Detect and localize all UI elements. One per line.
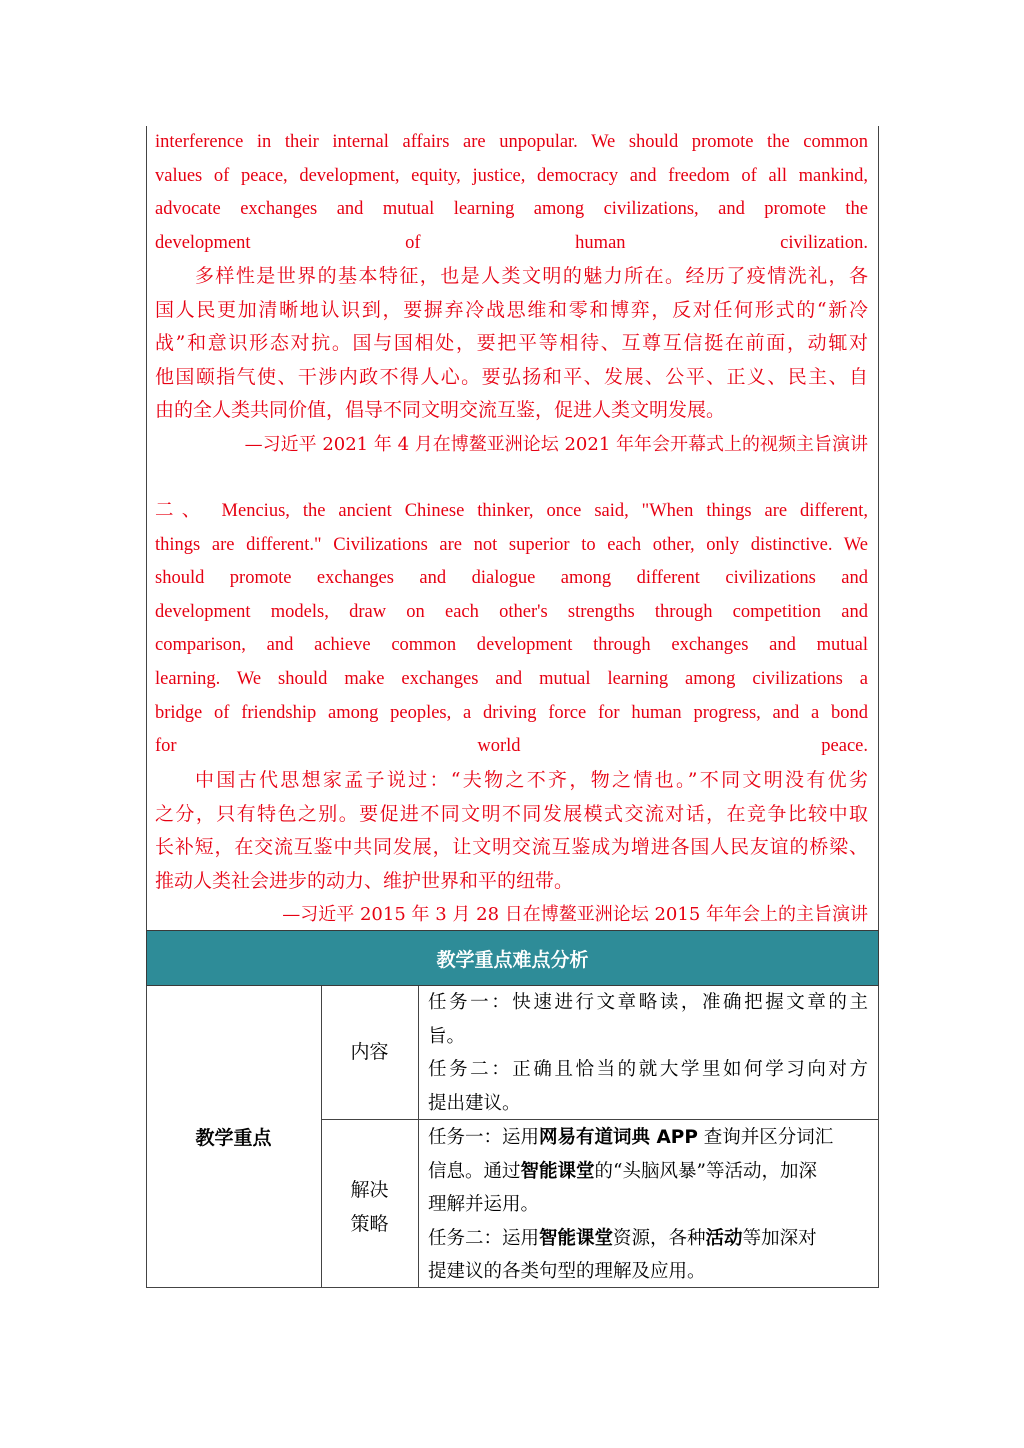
table-divider (418, 986, 419, 1288)
content-line: 任务二：正确且恰当的就大学里如何学习向对方 (428, 1059, 868, 1081)
quote2-en-line: things are different." Civilizations are not superior to each other, only distinctive. We (155, 534, 868, 555)
strategy-text: 信息。通过 (428, 1160, 521, 1182)
strategy-line (428, 1155, 868, 1189)
quote2-zh-line: 推动人类社会进步的动力、维护世界和平的纽带。 (155, 869, 574, 892)
strategy-text: 的“头脑风暴”等活动，加深 (594, 1160, 817, 1182)
quote2-english (155, 495, 868, 764)
quote1-en-line: values of peace, development, equity, justice, democracy and freedom of all mankind, (155, 165, 868, 186)
quote2-source: —习近平 2015 年 3 月 28 日在博鳌亚洲论坛 2015 年年会上的主旨演讲 (282, 904, 868, 925)
quote2-en-line: bridge of friendship among peoples, a driving force for human progress, and a bond (155, 702, 868, 723)
quote2-zh-line: 中国古代思想家孟子说过：“夫物之不齐，物之情也。”不同文明没有优劣 (195, 769, 868, 791)
strategy-text: 等加深对 (742, 1227, 817, 1249)
strategy-text: 任务一：运用 (428, 1127, 540, 1148)
strategy-label (321, 1173, 418, 1241)
strategy-highlight: 网易有道词典 APP (539, 1127, 698, 1148)
quote1-zh-line: 多样性是世界的基本特征，也是人类文明的魅力所在。经历了疫情洗礼，各 (195, 265, 868, 287)
strategy-text: 查询并区分词汇 (697, 1127, 834, 1148)
strategy-cell (428, 1121, 868, 1289)
quote1-chinese (155, 260, 868, 428)
quote1-en-line: advocate exchanges and mutual learning among civilizations, and promote the (155, 199, 868, 220)
content-cell (428, 986, 868, 1120)
row-label-key-points: 教学重点 (195, 1127, 272, 1149)
quote2-chinese (155, 764, 868, 898)
quote1-en-line: interference in their internal affairs are unpopular. We should promote the common (155, 132, 868, 152)
strategy-text: 任务二：运用 (428, 1227, 540, 1249)
content-label: 内容 (350, 1041, 389, 1063)
quote2-zh-line: 长补短，在交流互鉴中共同发展，让文明交流互鉴成为增进各国人民友谊的桥梁、 (155, 836, 868, 859)
strategy-line: 理解并运用。 (428, 1194, 540, 1216)
quote2-en-line: for world peace. (155, 736, 868, 757)
quote1-en-line: development of human civilization. (155, 232, 868, 253)
quote1-english (155, 126, 868, 260)
quote2-en-line: 二、 Mencius, the ancient Chinese thinker, once said, "When things are different, (155, 501, 868, 521)
strategy-label-line: 解决 (350, 1179, 389, 1201)
quote1-zh-line: 由的全人类共同价值，倡导不同文明交流互鉴，促进人类文明发展。 (155, 399, 726, 422)
strategy-highlight: 智能课堂 (539, 1227, 614, 1249)
table-divider (321, 986, 322, 1288)
quote2-en-line: development models, draw on each other's strengths through competition and (155, 601, 868, 622)
quote2-en-line: should promote exchanges and dialogue among different civilizations and (155, 568, 868, 589)
quote2-en-line: learning. We should make exchanges and mutual learning among civilizations a (155, 668, 868, 689)
quote1-zh-line: 战”和意识形态对抗。国与国相处，要把平等相待、互尊互信挺在前面，动辄对 (155, 332, 868, 355)
strategy-highlight: 智能课堂 (520, 1160, 595, 1182)
strategy-line (428, 1222, 868, 1256)
content-line: 任务一：快速进行文章略读，准确把握文章的主 (428, 992, 868, 1013)
strategy-line: 提建议的各类句型的理解及应用。 (428, 1261, 706, 1283)
section-header-title: 教学重点难点分析 (436, 948, 589, 971)
quote2-en-line: comparison, and achieve common development through exchanges and mutual (155, 635, 868, 656)
content-line: 提出建议。 (428, 1092, 521, 1114)
content-line: 旨。 (428, 1025, 466, 1047)
quote1-zh-line: 他国颐指气使、干涉内政不得人心。要弘扬和平、发展、公平、正义、民主、自 (155, 365, 868, 388)
strategy-label-line: 策略 (350, 1213, 389, 1235)
quote1-source: —习近平 2021 年 4 月在博鳌亚洲论坛 2021 年年会开幕式上的视频主旨演讲 (244, 434, 868, 455)
strategy-text: 资源，各种 (613, 1227, 706, 1249)
section-header (146, 930, 879, 986)
quote2-zh-line: 之分，只有特色之别。要促进不同文明不同发展模式交流对话，在竞争比较中取 (155, 802, 868, 825)
strategy-line (428, 1121, 868, 1155)
quote1-zh-line: 国人民更加清晰地认识到，要摒弃冷战思维和零和博弈，反对任何形式的“新冷 (155, 298, 868, 321)
strategy-highlight: 活动 (705, 1227, 743, 1249)
